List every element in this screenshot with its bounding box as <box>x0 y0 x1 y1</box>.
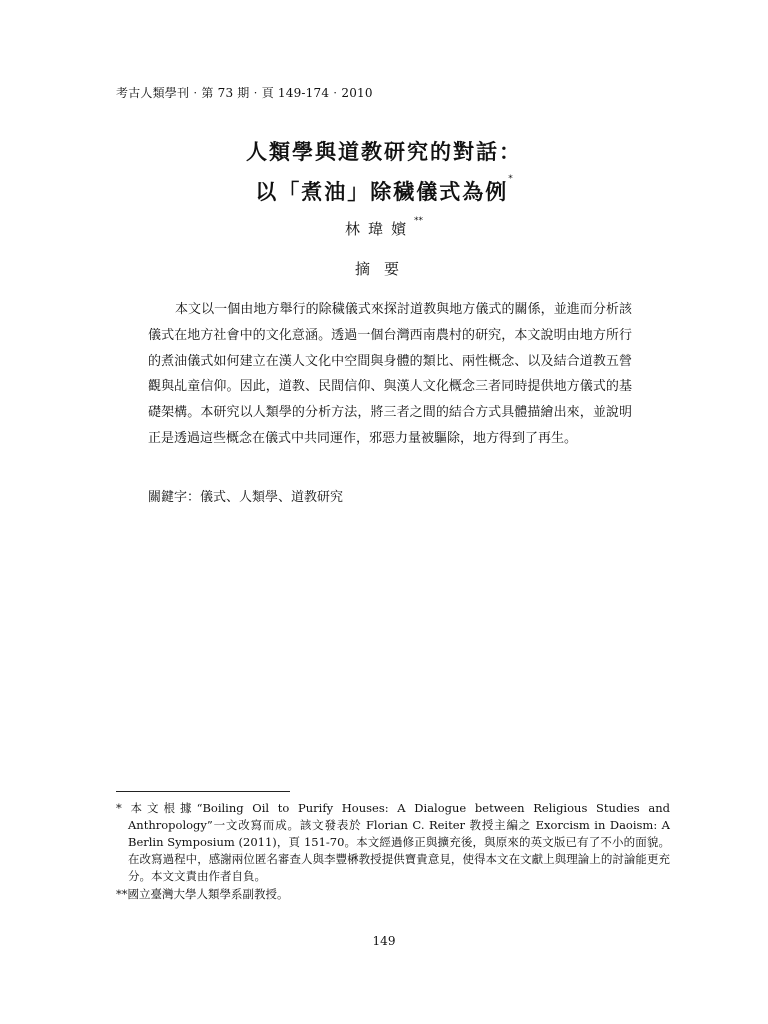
article-title-line-2-text: 以「煮油」除穢儀式為例 <box>255 180 509 204</box>
footnote-1: * 本文根據“Boiling Oil to Purify Houses: A Dialogue between Religious Studies and Anthropology”一文改寫而成。該文發表於 Florian C. Reiter 教授主編之 Exorcism in Daoism: A Berlin Symposium (2011)，頁 151-70。本文經過修正與擴充後，與原來的英文版已有了不小的面貌。在改寫過程中，感謝兩位匿名審查人與李豐楙教授提供寶貴意見，使得本文在文獻上與理論上的討論能更充分。本文文責由作者自負。 <box>116 801 670 883</box>
abstract-body: 本文以一個由地方舉行的除穢儀式來探討道教與地方儀式的關係，並進而分析該儀式在地方社會中的文化意涵。透過一個台灣西南農村的研究，本文說明由地方所行的煮油儀式如何建立在漢人文化中空間與身體的類比、兩性概念、以及結合道教五營觀與乩童信仰。因此，道教、民間信仰、與漢人文化概念三者同時提供地方儀式的基礎架構。本研究以人類學的分析方法，將三者之間的結合方式具體描繪出來，並說明正是透過這些概念在儀式中共同運作，邪惡力量被驅除，地方得到了再生。 <box>148 302 632 446</box>
page-number: 149 <box>372 934 396 948</box>
keywords: 關鍵字：儀式、人類學、道教研究 <box>148 490 344 505</box>
author-line <box>0 218 768 239</box>
footnote-divider <box>116 791 290 792</box>
author-footnote-marker: ** <box>414 216 423 226</box>
footnote-2: **國立臺灣大學人類學系副教授。 <box>116 887 289 901</box>
article-title-line-1: 人類學與道教研究的對話： <box>246 140 522 164</box>
title-footnote-marker: * <box>508 174 513 184</box>
running-head: 考古人類學刊‧第 73 期‧頁 149-174‧2010 <box>116 86 373 100</box>
article-title-line-2 <box>0 176 768 206</box>
author-name: 林瑋嬪 <box>344 220 414 238</box>
abstract-heading: 摘要 <box>354 260 413 278</box>
